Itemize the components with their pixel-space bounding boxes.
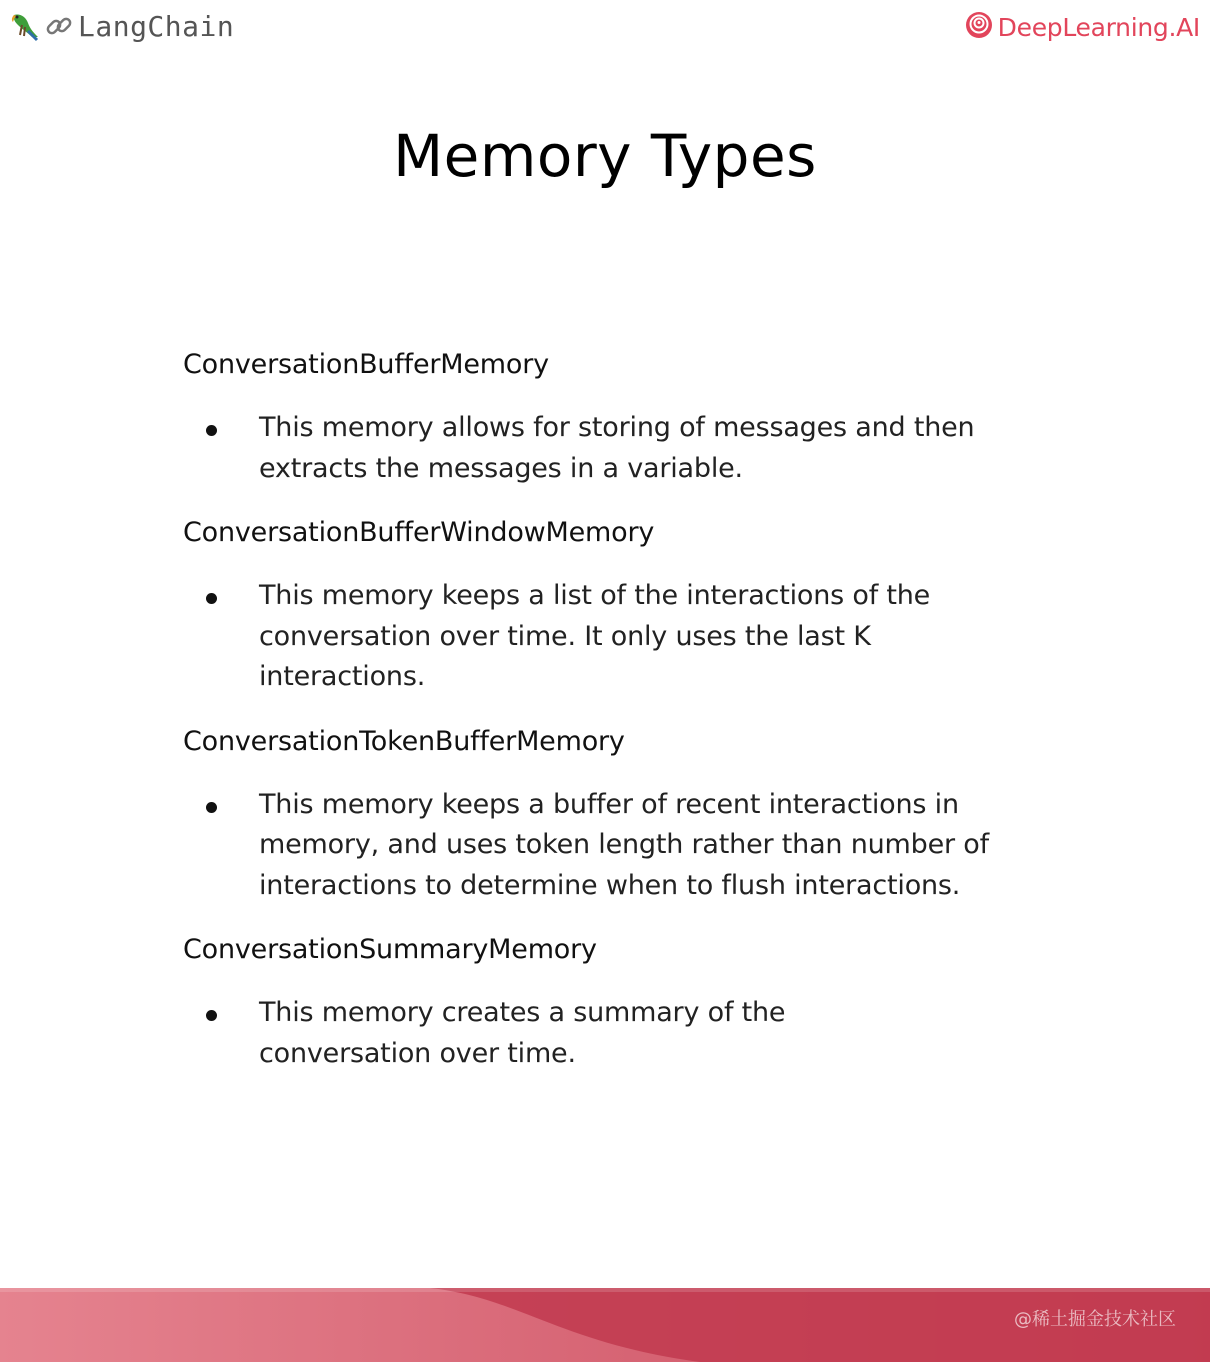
memory-type-name: ConversationBufferMemory <box>183 349 549 380</box>
bullet-icon <box>206 802 217 813</box>
memory-type-bullet <box>183 993 1043 1074</box>
deeplearning-logo-icon <box>964 10 994 44</box>
deeplearning-brand <box>964 8 1200 46</box>
link-icon <box>44 11 74 41</box>
deeplearning-wordmark: DeepLearning.AI <box>997 12 1200 42</box>
parrot-icon <box>8 9 42 43</box>
watermark: @稀土掘金技术社区 <box>1014 1309 1176 1330</box>
langchain-wordmark: LangChain <box>78 9 235 43</box>
memory-type-bullet <box>183 576 1043 698</box>
bullet-icon <box>206 593 217 604</box>
memory-type-item <box>183 722 1043 907</box>
memory-type-item <box>183 513 1043 698</box>
langchain-brand <box>8 6 234 46</box>
memory-type-description: This memory creates a summary of the conversation over time. <box>259 997 786 1069</box>
memory-type-bullet <box>183 785 1043 907</box>
page-title: Memory Types <box>393 122 817 190</box>
memory-type-item <box>183 345 1043 489</box>
memory-type-item <box>183 930 1043 1074</box>
memory-type-description: This memory keeps a buffer of recent interactions in memory, and uses token length rather than number of interactions to determine when to flush interactions. <box>259 788 989 901</box>
memory-type-description: This memory allows for storing of messages and then extracts the messages in a variable. <box>259 412 975 484</box>
memory-type-bullet <box>183 408 1043 489</box>
memory-type-description: This memory keeps a list of the interactions of the conversation over time. It only uses the last K interactions. <box>259 580 931 692</box>
bullet-icon <box>206 425 217 436</box>
bullet-icon <box>206 1010 217 1021</box>
memory-type-name: ConversationTokenBufferMemory <box>183 725 625 757</box>
memory-type-list <box>183 345 1043 1098</box>
memory-type-name: ConversationSummaryMemory <box>183 934 597 965</box>
memory-type-name: ConversationBufferWindowMemory <box>183 517 655 548</box>
